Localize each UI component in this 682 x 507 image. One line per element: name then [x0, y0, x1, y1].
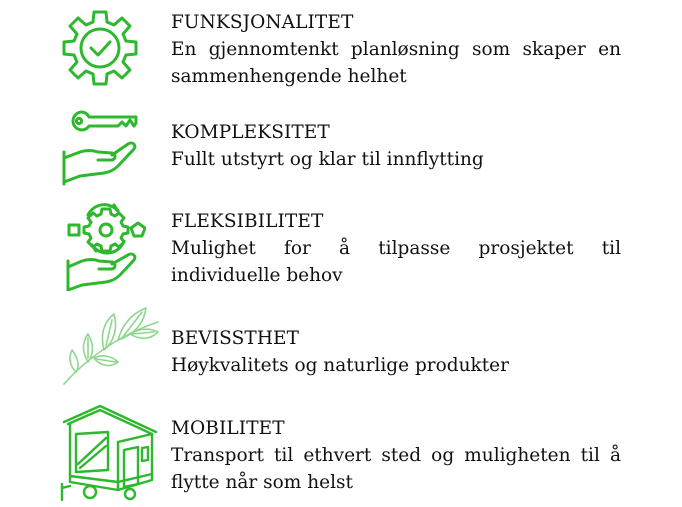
gear-check-icon [60, 8, 140, 88]
feature-title: BEVISSTHET [171, 328, 300, 349]
feature-title: FUNKSJONALITET [171, 12, 354, 33]
feature-text [171, 209, 621, 289]
feature-text [171, 416, 621, 496]
feature-description: Høykvalitets og naturlige produkter [171, 355, 509, 376]
key-hand-icon [62, 106, 142, 186]
leaf-branch-icon [60, 304, 160, 386]
feature-description: Fullt utstyrt og klar til innflytting [171, 149, 484, 170]
feature-description: En gjennomtenkt planløsning som skaper en sammenhengende helhet [171, 39, 621, 87]
feature-title: KOMPLEKSITET [171, 122, 330, 143]
feature-text [171, 120, 621, 173]
feature-description: Transport til ethvert sted og muligheten til å flytte når som helst [171, 445, 621, 493]
tiny-house-icon [60, 402, 160, 502]
feature-title: FLEKSIBILITET [171, 211, 324, 232]
feature-description: Mulighet for å tilpasse prosjektet til individuelle behov [171, 238, 621, 286]
feature-text [171, 326, 621, 379]
feature-text [171, 10, 621, 90]
feature-title: MOBILITET [171, 418, 285, 439]
gear-shapes-hand-icon [66, 201, 146, 291]
